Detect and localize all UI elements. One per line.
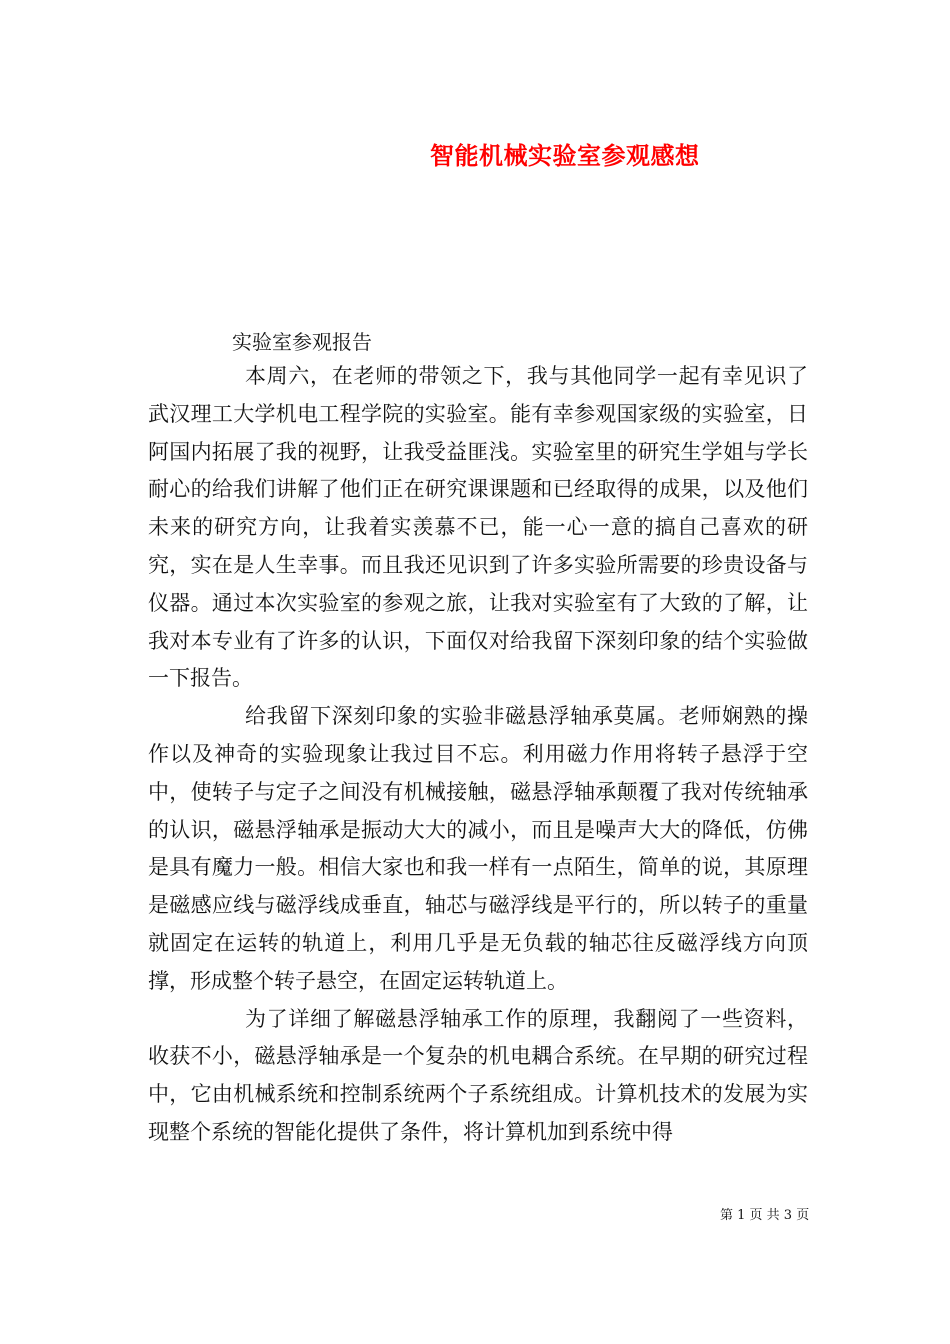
- document-body: [148, 358, 808, 1152]
- paragraph: 为了详细了解磁悬浮轴承工作的原理，我翻阅了一些资料，收获不小，磁悬浮轴承是一个复杂的机电耦合系统。在早期的研究过程中，它由机械系统和控制系统两个子系统组成。计算机技术的发展为实现整个系统的智能化提供了条件，将计算机加到系统中得: [148, 1006, 808, 1144]
- page-number: 第 1 页 共 3 页: [720, 1208, 810, 1223]
- page-title: 智能机械实验室参观感想: [430, 141, 700, 170]
- report-heading: 实验室参观报告: [232, 330, 372, 354]
- paragraph: 本周六，在老师的带领之下，我与其他同学一起有幸见识了武汉理工大学机电工程学院的实验室。能有幸参观国家级的实验室，日阿国内拓展了我的视野，让我受益匪浅。实验室里的研究生学姐与学长耐心的给我们讲解了他们正在研究课课题和已经取得的成果，以及他们未来的研究方向，让我着实羡慕不已，能一心一意的搞自己喜欢的研究，实在是人生幸事。而且我还见识到了许多实验所需要的珍贵设备与仪器。通过本次实验室的参观之旅，让我对实验室有了大致的了解，让我对本专业有了许多的认识，下面仅对给我留下深刻印象的结个实验做一下报告。: [148, 364, 808, 691]
- paragraph: 给我留下深刻印象的实验非磁悬浮轴承莫属。老师娴熟的操作以及神奇的实验现象让我过目不忘。利用磁力作用将转子悬浮于空中，使转子与定子之间没有机械接触，磁悬浮轴承颠覆了我对传统轴承的认识，磁悬浮轴承是振动大大的减小，而且是噪声大大的降低，仿佛是具有魔力一般。相信大家也和我一样有一点陌生，简单的说，其原理是磁感应线与磁浮线成垂直，轴芯与磁浮线是平行的，所以转子的重量就固定在运转的轨道上，利用几乎是无负载的轴芯往反磁浮线方向顶撑，形成整个转子悬空，在固定运转轨道上。: [148, 704, 808, 993]
